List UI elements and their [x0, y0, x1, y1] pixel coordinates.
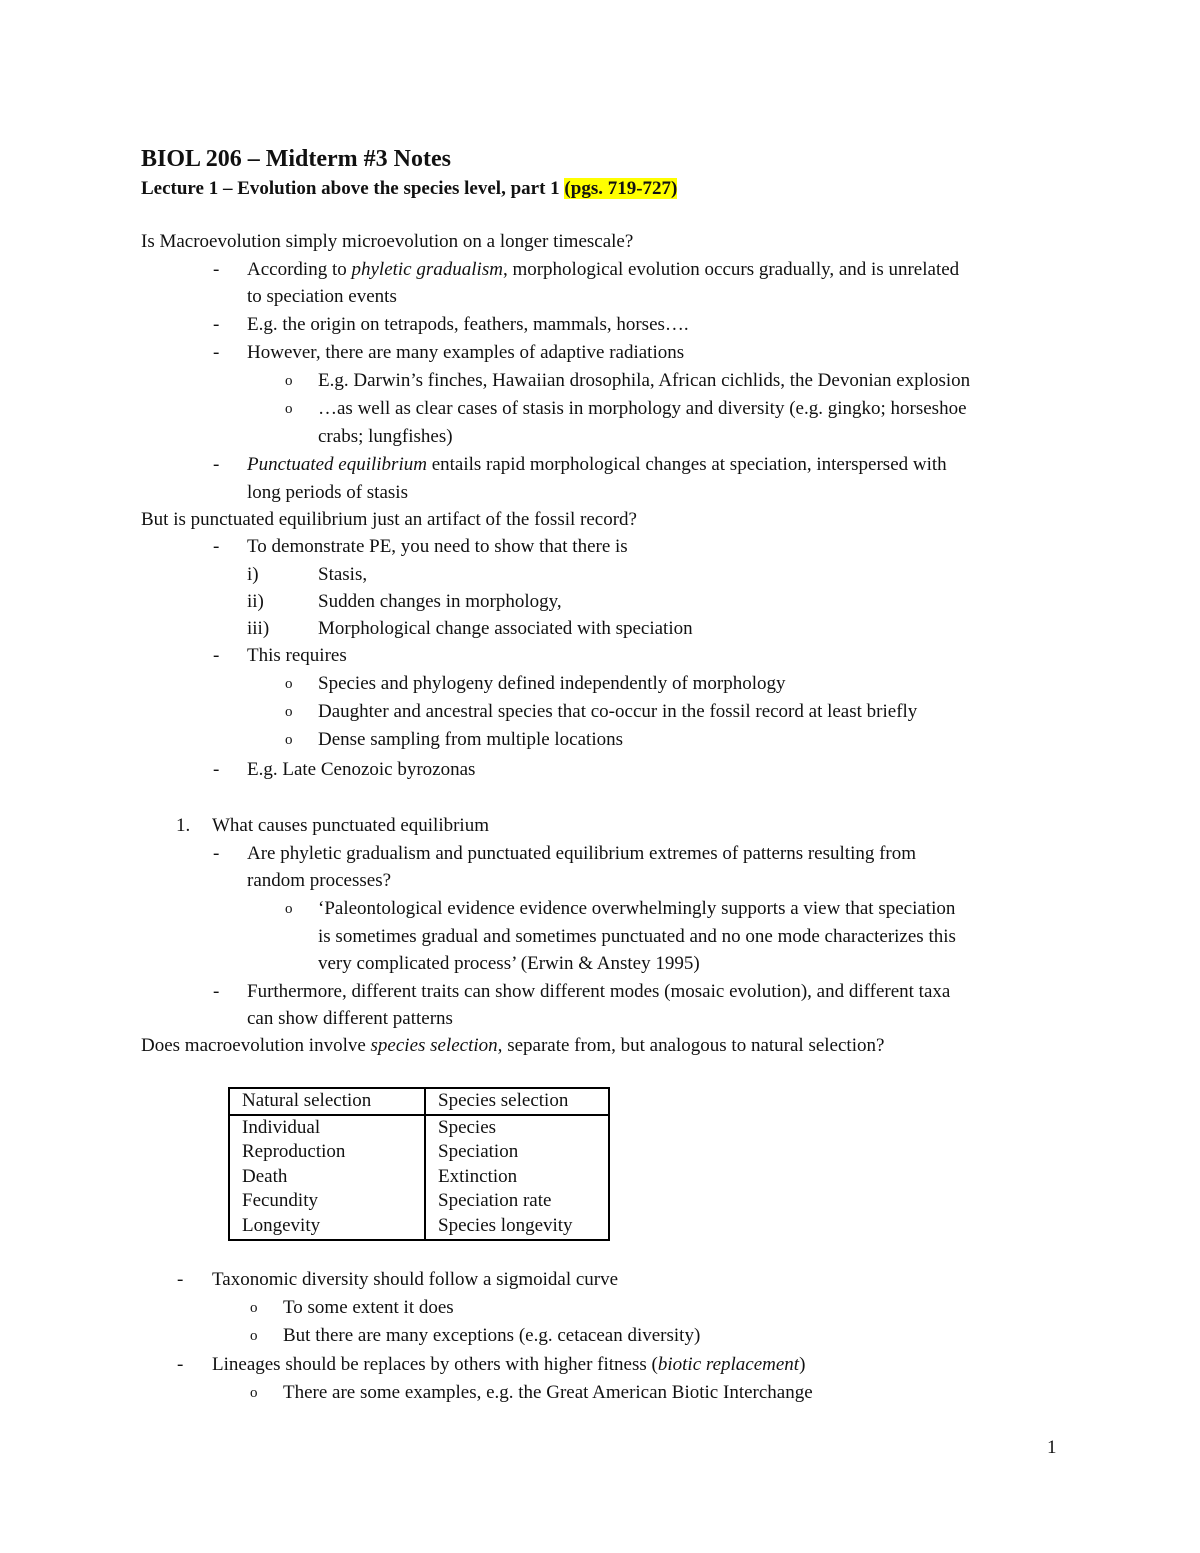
numbered-item: Morphological change associated with speciation	[318, 618, 693, 639]
dash-marker: -	[213, 314, 220, 335]
sub-bullet-line: very complicated process’ (Erwin & Anstey 1995)	[318, 953, 700, 974]
circle-marker: o	[250, 1328, 258, 1344]
sub-bullet-requirement: Dense sampling from multiple locations	[318, 729, 624, 750]
table-cell: Individual Reproduction Death Fecundity Longevity	[229, 1115, 425, 1240]
bullet-extremes: Are phyletic gradualism and punctuated equilibrium extremes of patterns resulting from	[247, 843, 917, 864]
bullet-line: can show different patterns	[247, 1008, 453, 1029]
numbered-heading-marker: 1.	[176, 815, 191, 836]
bullet-mosaic: Furthermore, different traits can show different modes (mosaic evolution), and different taxa	[247, 981, 951, 1002]
bullet-sigmoidal: Taxonomic diversity should follow a sigmoidal curve	[212, 1269, 619, 1290]
question-species-selection: Does macroevolution involve species selection, separate from, but analogous to natural selection?	[141, 1035, 885, 1056]
dash-marker: -	[213, 645, 220, 666]
lecture-pages-highlight: (pgs. 719-727)	[564, 178, 678, 199]
bullet-line: long periods of stasis	[247, 482, 408, 503]
bullet-demonstrate-pe: To demonstrate PE, you need to show that there is	[247, 536, 628, 557]
numbered-item: Sudden changes in morphology,	[318, 591, 562, 612]
dash-marker: -	[213, 259, 220, 280]
circle-marker: o	[285, 732, 293, 748]
bullet-biotic-replacement: Lineages should be replaces by others with higher fitness (biotic replacement)	[212, 1354, 806, 1375]
numbered-item: Stasis,	[318, 564, 368, 585]
numbered-marker: ii)	[247, 591, 264, 612]
page-title: BIOL 206 – Midterm #3 Notes	[141, 146, 451, 172]
circle-marker: o	[285, 704, 293, 720]
bullet-punctuated-equilibrium: Punctuated equilibrium entails rapid morphological changes at speciation, interspersed with	[247, 454, 947, 475]
dash-marker: -	[213, 759, 220, 780]
table-cell: Species Speciation Extinction Speciation rate Species longevity	[438, 1116, 573, 1236]
lecture-label: Lecture 1 – Evolution above the species level, part 1	[141, 178, 560, 199]
bullet-line: to speciation events	[247, 286, 397, 307]
sub-bullet-stasis-examples: …as well as clear cases of stasis in morphology and diversity (e.g. gingko; horseshoe	[318, 398, 967, 419]
circle-marker: o	[250, 1385, 258, 1401]
circle-marker: o	[250, 1300, 258, 1316]
sub-bullet: But there are many exceptions (e.g. cetacean diversity)	[283, 1325, 701, 1346]
heading-causes-pe: What causes punctuated equilibrium	[212, 815, 489, 836]
table-row	[229, 1115, 609, 1240]
question-macroevolution: Is Macroevolution simply microevolution on a longer timescale?	[141, 231, 634, 252]
numbered-marker: iii)	[247, 618, 270, 639]
sub-bullet: There are some examples, e.g. the Great American Biotic Interchange	[283, 1382, 813, 1403]
sub-bullet-line: crabs; lungfishes)	[318, 426, 453, 447]
dash-marker: -	[177, 1354, 184, 1375]
page-number: 1	[1047, 1437, 1057, 1458]
circle-marker: o	[285, 401, 293, 417]
question-fossil-artifact: But is punctuated equilibrium just an artifact of the fossil record?	[141, 509, 637, 530]
circle-marker: o	[285, 373, 293, 389]
dash-marker: -	[213, 981, 220, 1002]
dash-marker: -	[213, 843, 220, 864]
bullet-phyletic-gradualism: According to phyletic gradualism, morphological evolution occurs gradually, and is unrelated	[247, 259, 960, 280]
sub-bullet: To some extent it does	[283, 1297, 454, 1318]
bullet-origin-examples: E.g. the origin on tetrapods, feathers, mammals, horses….	[247, 314, 689, 335]
sub-bullet-requirement: Species and phylogeny defined independently of morphology	[318, 673, 786, 694]
sub-bullet-radiation-examples: E.g. Darwin’s finches, Hawaiian drosophila, African cichlids, the Devonian explosion	[318, 370, 971, 391]
bullet-adaptive-radiations: However, there are many examples of adaptive radiations	[247, 342, 685, 363]
dash-marker: -	[177, 1269, 184, 1290]
dash-marker: -	[213, 536, 220, 557]
bullet-line: random processes?	[247, 870, 392, 891]
bullet-example: E.g. Late Cenozoic byrozonas	[247, 759, 476, 780]
circle-marker: o	[285, 901, 293, 917]
table-header-cell: Natural selection	[229, 1088, 425, 1115]
table-header-cell: Species selection	[425, 1088, 609, 1115]
sub-bullet-requirement: Daughter and ancestral species that co-occur in the fossil record at least briefly	[318, 701, 918, 722]
selection-comparison-table	[228, 1087, 610, 1241]
bullet-requires: This requires	[247, 645, 347, 666]
sub-bullet-line: is sometimes gradual and sometimes punctuated and no one mode characterizes this	[318, 926, 956, 947]
table-header-row	[229, 1088, 609, 1115]
sub-bullet-quote: ‘Paleontological evidence evidence overwhelmingly supports a view that speciation	[318, 898, 956, 919]
numbered-marker: i)	[247, 564, 259, 585]
dash-marker: -	[213, 342, 220, 363]
dash-marker: -	[213, 454, 220, 475]
circle-marker: o	[285, 676, 293, 692]
lecture-heading	[141, 176, 677, 202]
